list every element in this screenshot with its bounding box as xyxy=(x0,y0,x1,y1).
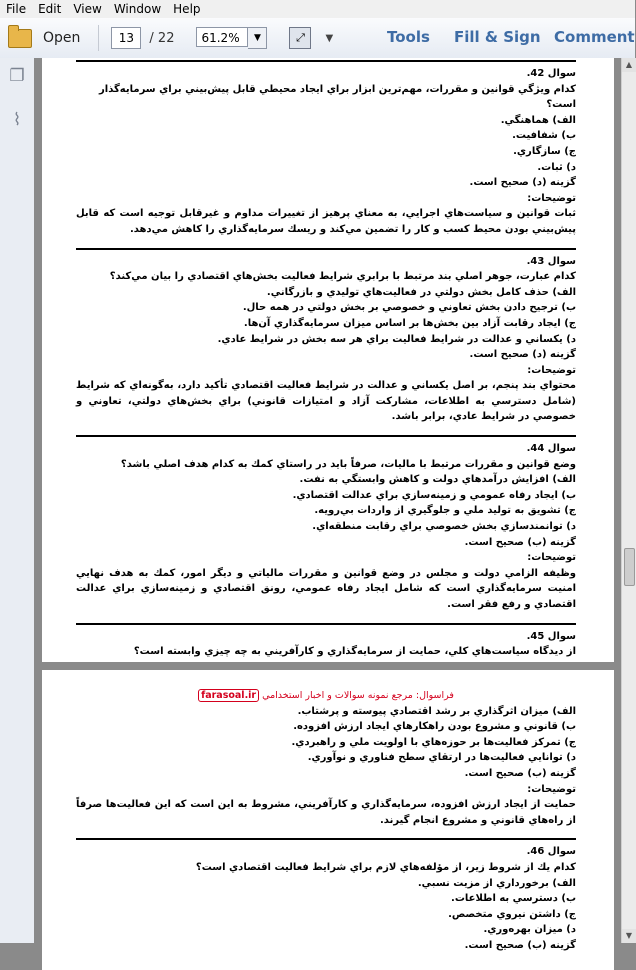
option: ج) داشتن نيروي متخصص. xyxy=(448,908,576,920)
vertical-scrollbar[interactable] xyxy=(621,58,636,943)
fill-sign-button[interactable]: Fill & Sign xyxy=(454,28,541,46)
option: ب) ايجاد رفاه عمومي و زمينه‌سازي براي عدالت اقتصادي. xyxy=(292,489,576,501)
folder-icon xyxy=(8,29,32,48)
page-header xyxy=(76,688,576,704)
question-number: سوال 42. xyxy=(526,68,576,79)
explanation-text: ثبات قوانين و سياست‌هاي اجرايي، به معناي پرهيز از تغييرات مداوم و غيرقابل توجيه است كه قابل پيش‌بيني بودن محيط كسب و كار را تضمين مي‌كند و ريسك سرمايه‌گذاري را كاهش مي‌دهد. xyxy=(76,208,576,235)
option: ج) تمركز فعاليت‌ها بر حوزه‌هاي با اولويت ملي و راهبردي. xyxy=(291,736,576,748)
question-number: سوال 45. xyxy=(526,630,576,642)
question-text: كدام عبارت، جوهر اصلي بند مرتبط با برابري شرايط فعاليت بخش‌هاي اقتصادي را بيان مي‌كند؟ xyxy=(109,271,576,283)
answer: گزينه (ب) صحيح است. xyxy=(464,536,576,548)
answer: گزينه (د) صحيح است. xyxy=(469,349,576,361)
answer: گزينه (ب) صحيح است. xyxy=(464,767,576,779)
header-text: فراسوال: مرجع نمونه سوالات و اخبار استخدامي xyxy=(262,690,454,701)
chevron-down-icon[interactable]: ▼ xyxy=(248,27,267,49)
option: الف) حذف كامل بخش دولتي در فعاليت‌هاي توليدي و بازرگاني. xyxy=(266,286,576,298)
question-text: از ديدگاه سياست‌هاي كلي، حمايت از سرمايه‌گذاري و كارآفريني به چه چيزي وابسته است؟ xyxy=(133,646,576,658)
page-content xyxy=(76,58,576,660)
document-viewer[interactable] xyxy=(34,58,621,951)
question-number: سوال 44. xyxy=(526,443,576,455)
question-number: سوال 46. xyxy=(526,846,576,858)
option: ج) ايجاد رقابت آزاد بين بخش‌ها بر اساس ميزان سرمايه‌گذاري آن‌ها. xyxy=(243,317,576,329)
pdf-page xyxy=(42,670,614,970)
option: د) توانمندسازي بخش خصوصي براي رقابت منطقه‌اي. xyxy=(312,521,576,533)
attachments-icon[interactable]: ⌇ xyxy=(12,110,22,130)
toolbar xyxy=(0,18,635,59)
option: ب) شفافيت. xyxy=(512,130,576,142)
option: د) يكساني و عدالت در شرايط فعاليت براي هر سه بخش در شرايط عادي. xyxy=(217,333,576,345)
explanation-text: محتواي بند پنجم، بر اصل يكساني و عدالت در شرايط فعاليت اقتصادي تأكيد دارد، به‌گونه‌اي كه شرايط (شامل دسترسي به اطلاعات، مشاركت آزاد و امتيازات قانوني) براي بخش‌هاي دولتي، تعاوني و خصوصي در شرايط عادي، برابر باشد. xyxy=(76,380,576,423)
option: الف) برخورداري از مزيت نسبي. xyxy=(417,877,576,889)
answer: گزينه (د) صحيح است. xyxy=(469,177,576,189)
zoom-input[interactable]: 61.2% xyxy=(196,27,248,47)
tools-button[interactable]: Tools xyxy=(387,28,430,46)
divider xyxy=(76,838,576,840)
option: د) ميزان بهره‌وري. xyxy=(483,924,576,936)
explanation-text: وظيفه الزامي دولت و مجلس در وضع قوانين و مقررات مالياتي و ديگر امور، كمك به هدف نهايي امنيت سرمايه‌گذاري است كه شامل ايجاد رفاه عمومي، رونق اقتصادي و زمينه‌سازي براي عدالت اقتصادي و رفع فقر است. xyxy=(76,567,576,610)
open-button[interactable] xyxy=(8,29,80,48)
option: ب) ترجيح دادن بخش تعاوني و خصوصي بر بخش دولتي در همه حال. xyxy=(242,302,576,314)
divider xyxy=(76,435,576,437)
open-label: Open xyxy=(43,30,81,46)
menu-edit[interactable]: Edit xyxy=(38,2,62,16)
divider xyxy=(76,60,576,62)
option: ب) قانوني و مشروع بودن راهكارهاي ايجاد ارزش افزوده. xyxy=(293,721,576,733)
question-text: كدام يك از شروط زير، از مؤلفه‌هاي لازم براي شرايط فعاليت اقتصادي است؟ xyxy=(195,861,576,873)
comment-button[interactable]: Comment xyxy=(554,28,635,46)
option: ج) سازگاري. xyxy=(513,145,576,157)
scroll-down-icon[interactable]: ▼ xyxy=(622,929,636,943)
left-navigation-pane xyxy=(0,58,35,943)
option: الف) هماهنگي. xyxy=(500,114,576,126)
option: ب) دسترسي به اطلاعات. xyxy=(451,893,576,905)
menu-window[interactable]: Window xyxy=(113,2,162,16)
option: ج) تشويق به توليد ملي و جلوگيري از واردات بي‌رويه. xyxy=(314,505,576,517)
fit-window-icon[interactable]: ⤢ xyxy=(289,27,311,49)
pdf-page xyxy=(42,58,614,662)
option: الف) افزايش درآمدهاي دولت و كاهش وابستگي به نفت. xyxy=(299,474,576,486)
option: د) ثبات. xyxy=(537,161,576,173)
menu-bar xyxy=(0,0,635,18)
question-text: كدام ويژگي قوانين و مقررات، مهم‌ترين ابزار براي ايجاد محيطي قابل پيش‌بيني براي سرمايه‌گذار است؟ xyxy=(99,83,576,111)
scrollbar-thumb[interactable] xyxy=(624,548,635,586)
explanation-label: توضيحات: xyxy=(527,192,576,204)
page-total: / 22 xyxy=(149,30,175,46)
toolbar-more-icon[interactable]: ▼ xyxy=(325,32,334,44)
question-text: وضع قوانين و مقررات مرتبط با ماليات، صرفاً بايد در راستاي كمك به كدام هدف اصلي باشد؟ xyxy=(120,458,576,470)
scroll-up-icon[interactable]: ▲ xyxy=(622,58,636,72)
question-number: سوال 43. xyxy=(526,255,576,267)
answer: گزينه (ب) صحيح است. xyxy=(464,939,576,951)
page-number-input[interactable]: 13 xyxy=(111,27,141,49)
divider xyxy=(76,623,576,625)
total-pages: 22 xyxy=(157,30,175,46)
explanation-label: توضيحات: xyxy=(527,552,576,564)
toolbar-divider xyxy=(98,25,99,51)
page-thumbnails-icon[interactable]: ❐ xyxy=(9,66,25,86)
header-site-link[interactable]: farasoal.ir xyxy=(198,689,259,702)
explanation-label: توضيحات: xyxy=(527,783,576,795)
divider xyxy=(76,248,576,250)
explanation-label: توضيحات: xyxy=(527,364,576,376)
option: الف) ميزان اثرگذاري بر رشد اقتصادي پيوسته و پرشتاب. xyxy=(297,705,576,717)
menu-file[interactable]: File xyxy=(6,2,27,16)
page-content xyxy=(76,688,576,954)
menu-help[interactable]: Help xyxy=(173,2,201,16)
zoom-control xyxy=(196,27,267,49)
option: د) توانايي فعاليت‌ها در ارتقاي سطح فناوري و نوآوري. xyxy=(307,752,576,764)
menu-view[interactable]: View xyxy=(73,2,102,16)
explanation-text: حمايت از ايجاد ارزش افزوده، سرمايه‌گذاري و كارآفريني، مشروط به اين است كه اين فعاليت‌ها صرفاً از راه‌هاي قانوني و مشروع انجام گيرند. xyxy=(76,799,576,826)
